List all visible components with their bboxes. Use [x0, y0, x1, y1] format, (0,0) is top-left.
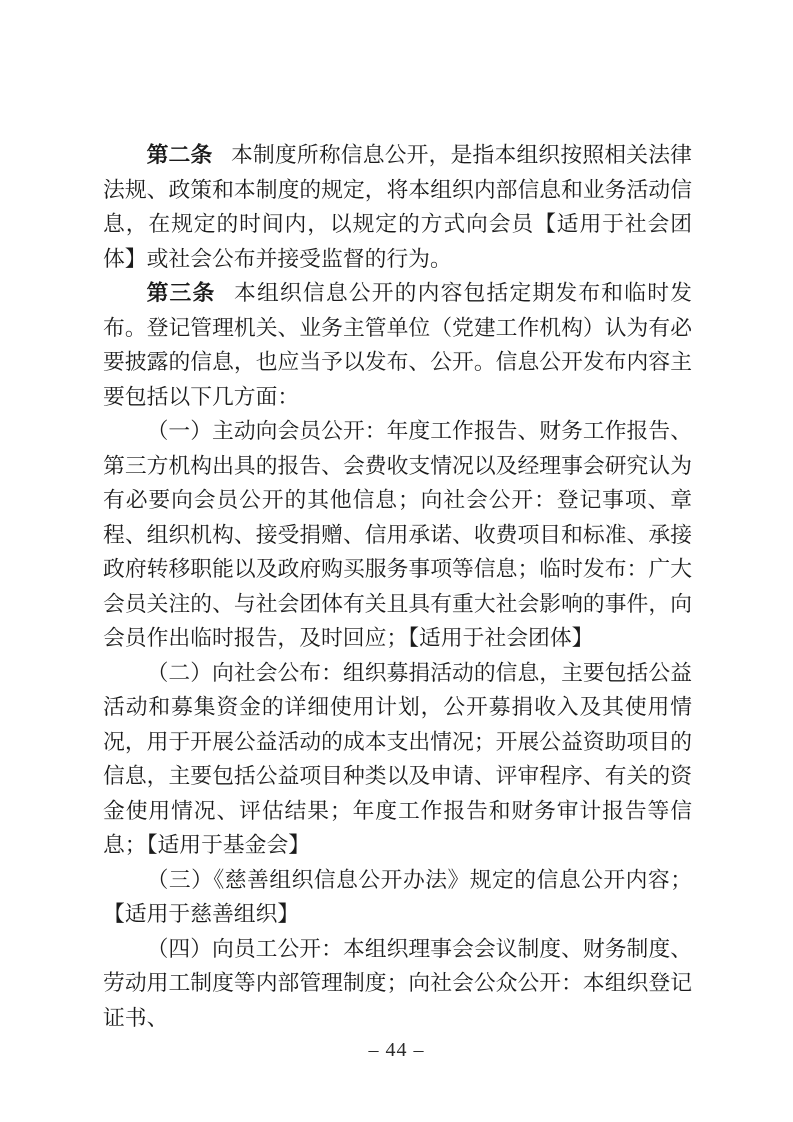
article-2-text: 本制度所称信息公开，是指本组织按照相关法律法规、政策和本制度的规定，将本组织内部信息和业务活动信息，在规定的时间内，以规定的方式向会员【适用于社会团体】或社会公布并接受监督的行为。	[103, 143, 692, 271]
page-number-text: – 44 –	[368, 1039, 425, 1061]
paragraph-item-4	[103, 932, 692, 1036]
article-3-label: 第三条	[146, 281, 216, 305]
item-1-text: （一）主动向会员公开：年度工作报告、财务工作报告、第三方机构出具的报告、会费收支情况以及经理事会研究认为有必要向会员公开的其他信息；向社会公开：登记事项、章程、组织机构、接受捐赠、信用承诺、收费项目和标准、承接政府转移职能以及政府购买服务事项等信息；临时发布：广大会员关注的、与社会团体有关且具有重大社会影响的事件，向会员作出临时报告，及时回应；【适用于社会团体】	[103, 419, 692, 650]
paragraph-item-3	[103, 863, 692, 932]
item-2-text: （二）向社会公布：组织募捐活动的信息，主要包括公益活动和募集资金的详细使用计划，公开募捐收入及其使用情况，用于开展公益活动的成本支出情况；开展公益资助项目的信息，主要包括公益项目种类以及申请、评审程序、有关的资金使用情况、评估结果；年度工作报告和财务审计报告等信息；【适用于基金会】	[103, 660, 692, 857]
article-2-label: 第二条	[146, 143, 213, 167]
paragraph-item-2	[103, 656, 692, 863]
document-body	[103, 138, 692, 1035]
paragraph-article-3	[103, 276, 692, 414]
item-3-text: （三）《慈善组织信息公开办法》规定的信息公开内容；【适用于慈善组织】	[103, 867, 692, 926]
paragraph-article-2	[103, 138, 692, 276]
article-3-text: 本组织信息公开的内容包括定期发布和临时发布。登记管理机关、业务主管单位（党建工作机构）认为有必要披露的信息，也应当予以发布、公开。信息公开发布内容主要包括以下几方面：	[103, 281, 692, 409]
page-number	[0, 1039, 793, 1062]
paragraph-item-1	[103, 414, 692, 656]
item-4-text: （四）向员工公开：本组织理事会会议制度、财务制度、劳动用工制度等内部管理制度；向社会公众公开：本组织登记证书、	[103, 936, 692, 1030]
